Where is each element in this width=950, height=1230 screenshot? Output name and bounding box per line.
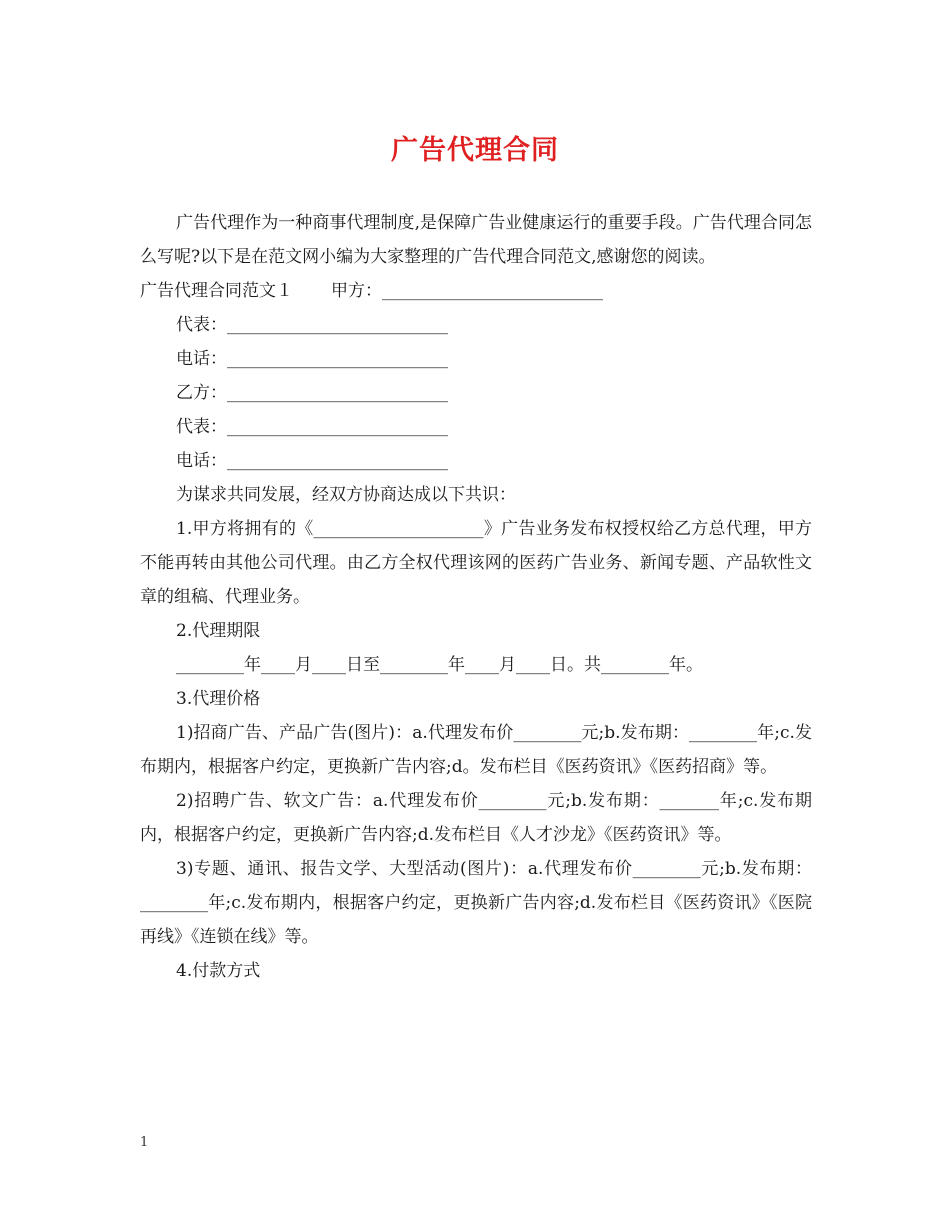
clause-2-title: 2.代理期限: [176, 621, 261, 641]
field-phone-a: 电话：__________________________: [176, 349, 448, 369]
field-rep-b: 代表：__________________________: [176, 417, 448, 437]
price-item-1: 1)招商广告、产品广告(图片)：a.代理发布价________元;b.发布期：________年;c.发布期内，根据客户约定，更换新广告内容;d。发布栏目《医药资讯》《医药招商》等。: [140, 723, 812, 777]
clause-2-period: ________年____月____日至________年____月____日。共________年。: [176, 655, 703, 675]
field-phone-b: 电话：__________________________: [176, 451, 448, 471]
intro-paragraph: 广告代理作为一种商事代理制度,是保障广告业健康运行的重要手段。广告代理合同怎么写呢?以下是在范文网小编为大家整理的广告代理合同范文,感谢您的阅读。: [140, 213, 812, 267]
party-a-field: 甲方：__________________________: [331, 281, 603, 301]
clause-1: 1.甲方将拥有的《____________________》广告业务发布权授权给乙方总代理，甲方不能再转由其他公司代理。由乙方全权代理该网的医药广告业务、新闻专题、产品软性文章的组稿、代理业务。: [140, 519, 812, 607]
clause-3-title: 3.代理价格: [176, 689, 261, 709]
consensus-line: 为谋求共同发展，经双方协商达成以下共识：: [176, 485, 516, 505]
price-item-2: 2)招聘广告、软文广告：a.代理发布价________元;b.发布期：_______年;c.发布期内，根据客户约定，更换新广告内容;d.发布栏目《人才沙龙》《医药资讯》等。: [140, 791, 812, 845]
clause-4-title: 4.付款方式: [176, 961, 261, 981]
document-body: [140, 206, 812, 988]
sample-title: 广告代理合同范文１: [140, 281, 293, 301]
page-number: 1: [140, 1135, 149, 1150]
field-party-b: 乙方：__________________________: [176, 383, 448, 403]
price-item-3: 3)专题、通讯、报告文学、大型活动(图片)：a.代理发布价________元;b.发布期：________年;c.发布期内，根据客户约定，更换新广告内容;d.发布栏目《医药资讯》《医院再线》《连锁在线》等。: [140, 859, 812, 947]
sample-heading-line: [140, 274, 812, 308]
document-title: 广告代理合同: [391, 135, 559, 166]
field-rep-a: 代表：__________________________: [176, 315, 448, 335]
